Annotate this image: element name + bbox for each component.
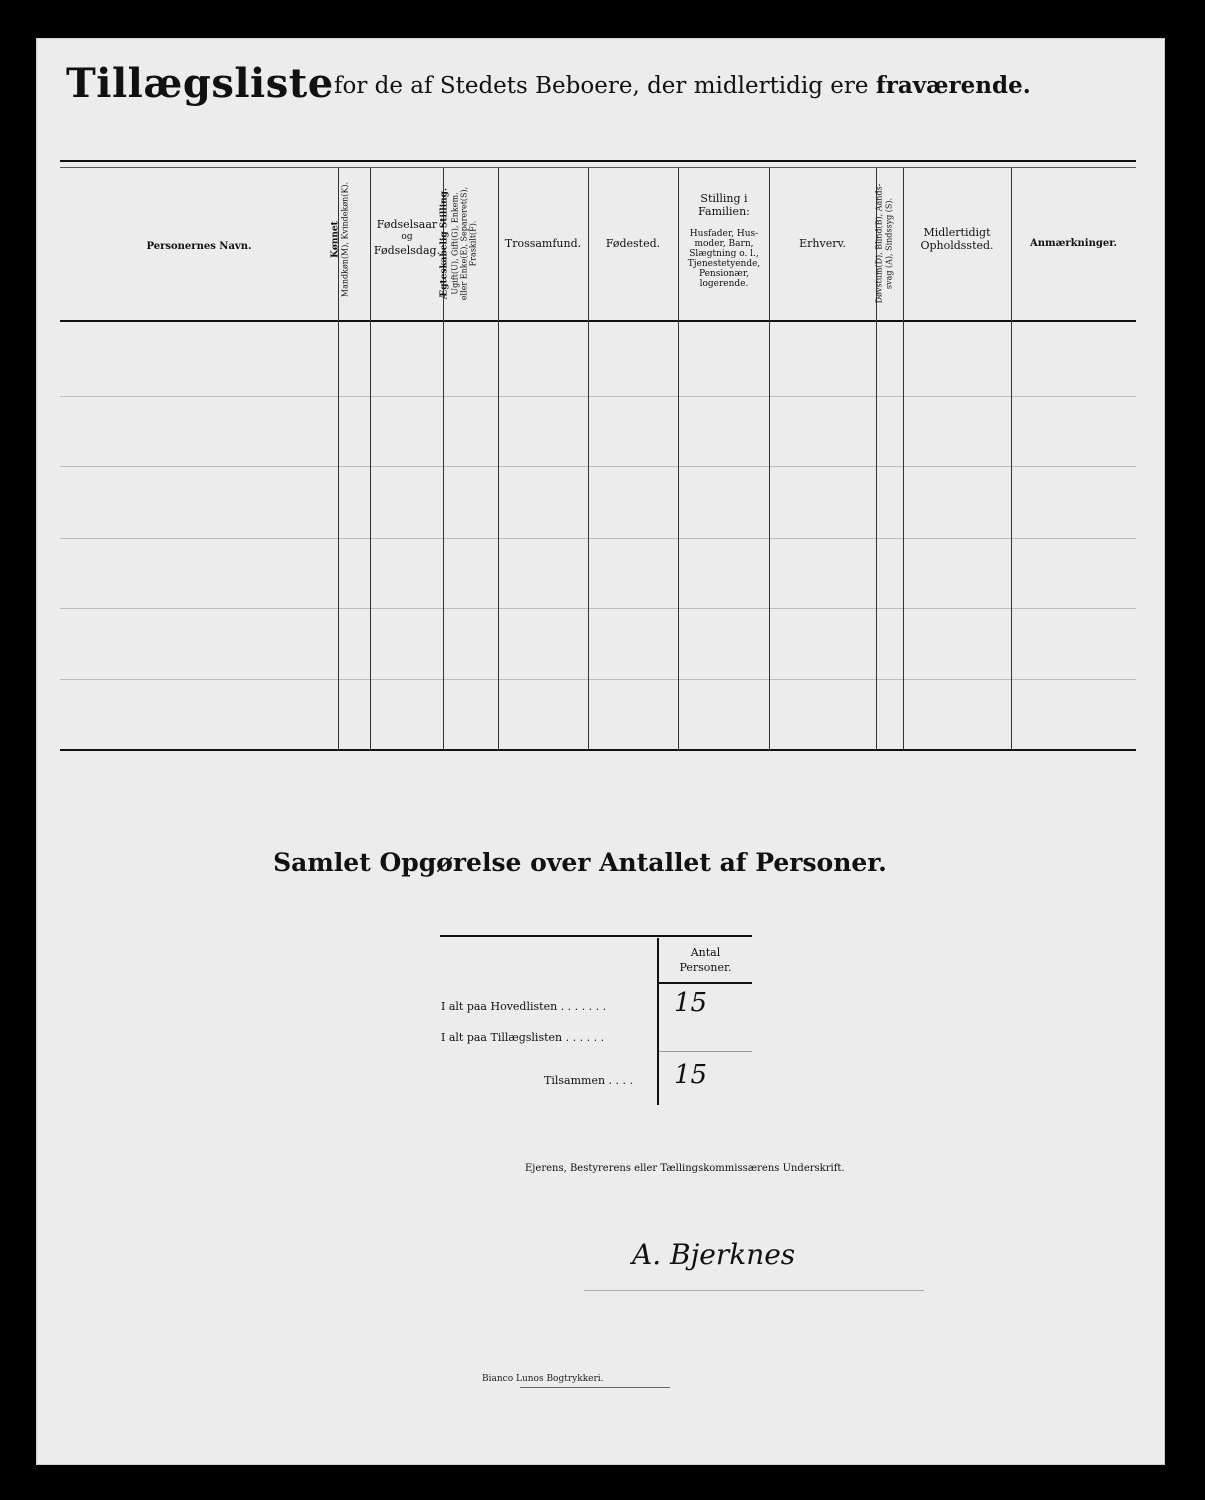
table-row-divider [60, 396, 1136, 397]
header-religion: Trossamfund. [504, 237, 582, 250]
form-subtitle: for de af Stedets Beboere, der midlertidig ere fraværende. [334, 72, 1031, 99]
summary-top-rule [440, 935, 752, 937]
table-row-divider [60, 466, 1136, 467]
table-top-rule [60, 160, 1136, 162]
header-marital-line3: eller Enke(E), Separeret(S), [459, 186, 469, 301]
header-marital-line1: Ægteskabelig Stilling. [439, 187, 450, 300]
header-remarks: Anmærkninger. [1029, 238, 1118, 249]
header-birthplace: Fødested. [605, 237, 661, 250]
column-divider [588, 168, 589, 749]
column-divider [903, 168, 904, 749]
table-bottom-rule [60, 749, 1136, 751]
header-disability-line1: Døvstum(D), Blind(B), Aands- [874, 183, 884, 304]
column-divider [1011, 168, 1012, 749]
summary-value-total: 15 [674, 1060, 708, 1090]
summary-header-rule [659, 982, 752, 984]
summary-count-header: Antal Personer. [679, 946, 732, 974]
header-birth: Fødselsaar og Fødselsdag. [373, 218, 441, 257]
header-marital-line4: Fraskilt(F). [468, 220, 478, 267]
summary-label-supplement-list: I alt paa Tillægslisten . . . . . . [441, 1031, 605, 1044]
table-header-rule [60, 320, 1136, 322]
header-temp-residence: Midlertidigt Opholdssted. [920, 226, 994, 252]
summary-label-main-list: I alt paa Hovedlisten . . . . . . . [441, 1000, 607, 1013]
header-family-position: Stilling i Familien: [698, 192, 750, 218]
column-divider [498, 168, 499, 749]
printer-underline [520, 1387, 670, 1388]
table-row-divider [60, 608, 1136, 609]
header-disability-line2: svag (A), Sindssyg (S). [884, 197, 894, 290]
summary-value-main-list: 15 [674, 988, 708, 1018]
table-row-divider [60, 679, 1136, 680]
header-sex-line1: Kønnet [330, 221, 341, 258]
printer-imprint: Bianco Lunos Bogtrykkeri. [482, 1374, 604, 1384]
header-sex-line2: Mandkøn(M), Kvindekøn(K). [340, 181, 350, 298]
signature-line [584, 1290, 924, 1291]
summary-row-rule [659, 1051, 752, 1052]
column-divider [769, 168, 770, 749]
header-name: Personernes Navn. [146, 241, 252, 252]
table-top-rule-thin [60, 167, 1136, 168]
signature-handwritten: A. Bjerknes [632, 1238, 796, 1271]
summary-label-total: Tilsammen . . . . [544, 1074, 634, 1087]
header-marital-line2: Ugift(U), Gift(G), Enkem. [450, 192, 460, 295]
table-row-divider [60, 538, 1136, 539]
summary-title: Samlet Opgørelse over Antallet af Personer. [273, 848, 887, 877]
header-family-detail: Husfader, Hus- moder, Barn, Slægtning o. l., Tjenestetyende, Pensionær, logerende. [687, 229, 761, 289]
form-title: Tillægsliste [66, 60, 334, 107]
signature-caption: Ejerens, Bestyrerens eller Tællingskommissærens Underskrift. [525, 1163, 845, 1174]
header-occupation: Erhverv. [799, 237, 846, 250]
